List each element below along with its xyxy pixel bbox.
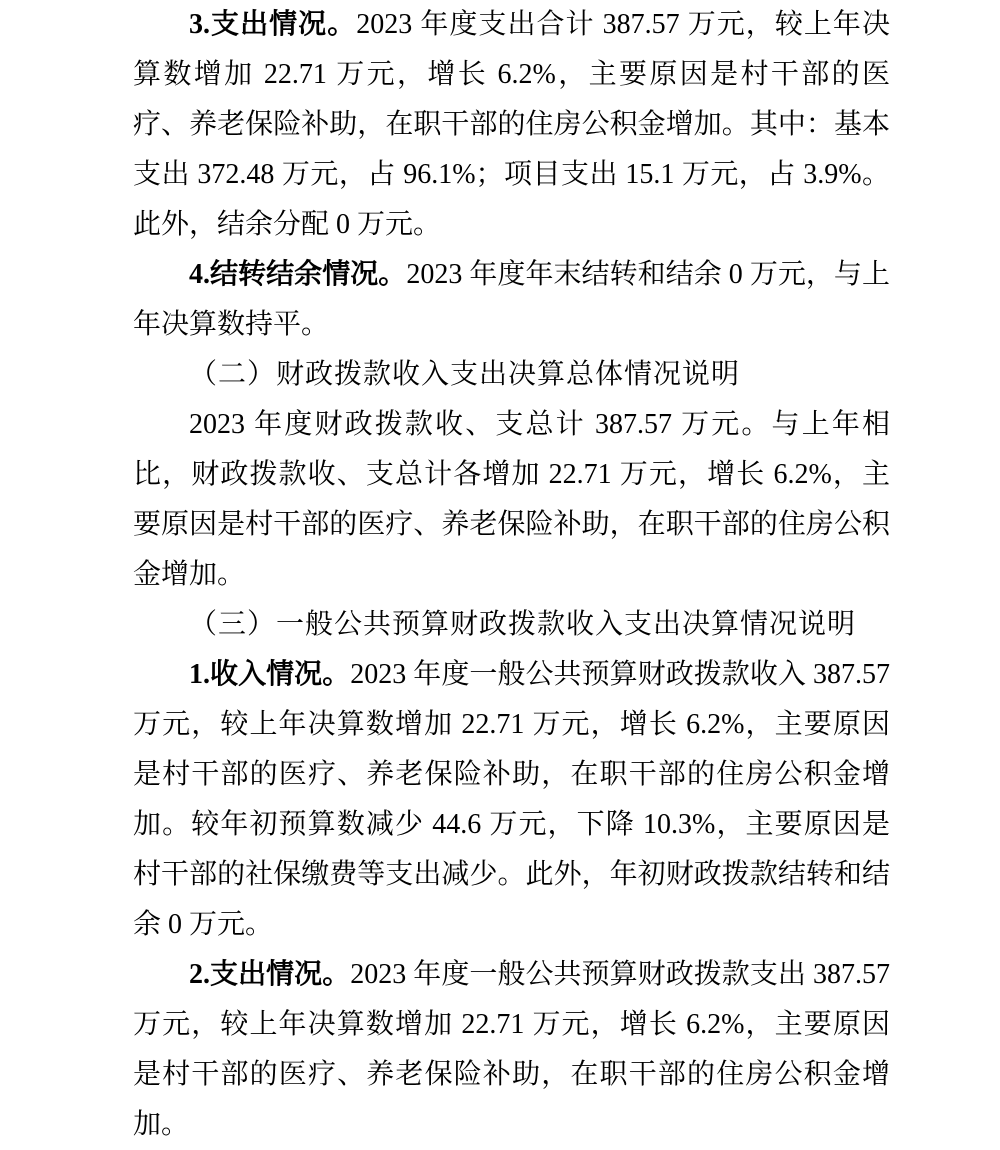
paragraph-text: （二）财政拨款收入支出决算总体情况说明: [189, 359, 741, 390]
paragraph-lead-label: 2.支出情况。: [189, 959, 351, 990]
paragraph-text: 2023 年度财政拨款收、支总计 387.57 万元。与上年相比，财政拨款收、支总计各增加 22.71 万元，增长 6.2%，主要原因是村干部的医疗、养老保险补助，在职干部的住房公积金增加。: [133, 409, 890, 590]
paragraph-text: 2023 年度一般公共预算财政拨款支出 387.57 万元，较上年决算数增加 22.71 万元，增长 6.2%，主要原因是村干部的医疗、养老保险补助，在职干部的住房公积金增加。: [133, 959, 890, 1140]
paragraph-lead-label: 1.收入情况。: [189, 659, 351, 690]
heading-section-3-general-public-budget: [133, 600, 890, 650]
heading-section-2-fiscal-appropriation-overall: [133, 350, 890, 400]
para-fiscal-appropriation-total: [133, 400, 890, 600]
paragraph-text: 2023 年度支出合计 387.57 万元，较上年决算数增加 22.71 万元，增长 6.2%，主要原因是村干部的医疗、养老保险补助，在职干部的住房公积金增加。其中：基本支出 372.48 万元，占 96.1%；项目支出 15.1 万元，占 3.9%。此外，结余分配 0 万元。: [133, 9, 890, 240]
paragraph-text: 2023 年度一般公共预算财政拨款收入 387.57 万元，较上年决算数增加 22.71 万元，增长 6.2%，主要原因是村干部的医疗、养老保险补助，在职干部的住房公积金增加。较年初预算数减少 44.6 万元，下降 10.3%，主要原因是村干部的社保缴费等支出减少。此外，年初财政拨款结转和结余 0 万元。: [133, 659, 890, 940]
paragraph-lead-label: 3.支出情况。: [189, 9, 357, 40]
paragraph-text: 2023 年度年末结转和结余 0 万元，与上年决算数持平。: [133, 259, 890, 340]
paragraph-lead-label: 4.结转结余情况。: [189, 259, 407, 290]
para-carryover-balance-4: [133, 250, 890, 350]
para-expenditure-situation-2: [133, 950, 890, 1150]
para-income-situation-1: [133, 650, 890, 950]
report-text-block: [133, 0, 890, 1150]
para-expenditure-overview-3: [133, 0, 890, 250]
paragraph-text: （三）一般公共预算财政拨款收入支出决算情况说明: [189, 609, 857, 640]
